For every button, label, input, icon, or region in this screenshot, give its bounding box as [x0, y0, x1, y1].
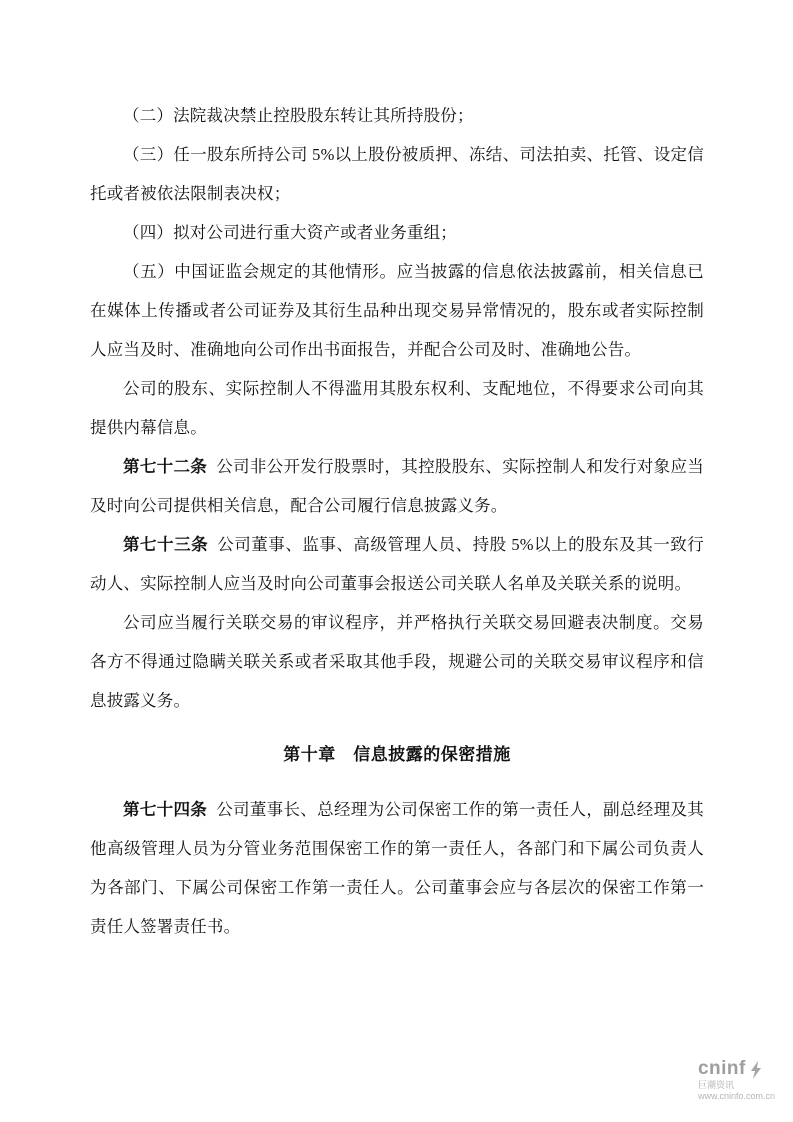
paragraph-shareholder-duty: [90, 369, 704, 447]
cninfo-logo-subtitle: 巨潮资讯: [697, 1080, 734, 1091]
cninfo-logo-row: [698, 1059, 775, 1080]
paragraph-text: 公司董事长、总经理为公司保密工作的第一责任人，副总经理及其他高级管理人员为分管业务范围保密工作的第一责任人，各部门和下属公司负责人为各部门、下属公司保密工作第一责任人。公司董事会应与各层次的保密工作第一责任人签署责任书。: [90, 800, 704, 936]
article-73: [90, 525, 704, 603]
article-number: 第七十三条: [123, 535, 209, 554]
paragraph-text: 公司应当履行关联交易的审议程序，并严格执行关联交易回避表决制度。交易各方不得通过隐瞒关联关系或者采取其他手段，规避公司的关联交易审议程序和信息披露义务。: [90, 613, 704, 710]
chapter-heading: 第十章 信息披露的保密措施: [283, 745, 511, 764]
article-number: 第七十四条: [123, 800, 208, 819]
paragraph-item-3: [90, 135, 704, 213]
cninfo-watermark: [698, 1059, 775, 1102]
paragraph-text: （二）法院裁决禁止控股股东转让其所持股份；: [123, 106, 474, 125]
paragraph-item-4: [90, 213, 704, 252]
cninfo-logo-icon: [748, 1061, 764, 1079]
paragraph-text: 公司的股东、实际控制人不得滥用其股东权利、支配地位，不得要求公司向其提供内幕信息。: [90, 379, 704, 437]
article-number: 第七十二条: [123, 457, 208, 476]
article-74: [90, 790, 704, 946]
paragraph-related-transactions: [90, 603, 704, 720]
paragraph-item-2: [90, 96, 704, 135]
paragraph-text: 公司非公开发行股票时，其控股股东、实际控制人和发行对象应当及时向公司提供相关信息，配合公司履行信息披露义务。: [90, 457, 704, 515]
paragraph-text: 公司董事、监事、高级管理人员、持股 5%以上的股东及其一致行动人、实际控制人应当及时向公司董事会报送公司关联人名单及关联关系的说明。: [90, 535, 704, 593]
cninfo-logo-text: cninf: [697, 1058, 746, 1080]
paragraph-text: （五）中国证监会规定的其他情形。应当披露的信息依法披露前，相关信息已在媒体上传播或者公司证券及其衍生品种出现交易异常情况的，股东或者实际控制人应当及时、准确地向公司作出书面报告，并配合公司及时、准确地公告。: [90, 262, 704, 359]
paragraph-text: （三）任一股东所持公司 5%以上股份被质押、冻结、司法拍卖、托管、设定信托或者被依法限制表决权；: [90, 145, 704, 203]
paragraph-text: （四）拟对公司进行重大资产或者业务重组；: [123, 223, 457, 242]
article-72: [90, 447, 704, 525]
paragraph-item-5: [90, 252, 704, 369]
cninfo-logo-url: www.cninfo.com.cn: [697, 1091, 775, 1102]
document-page: [90, 96, 704, 946]
